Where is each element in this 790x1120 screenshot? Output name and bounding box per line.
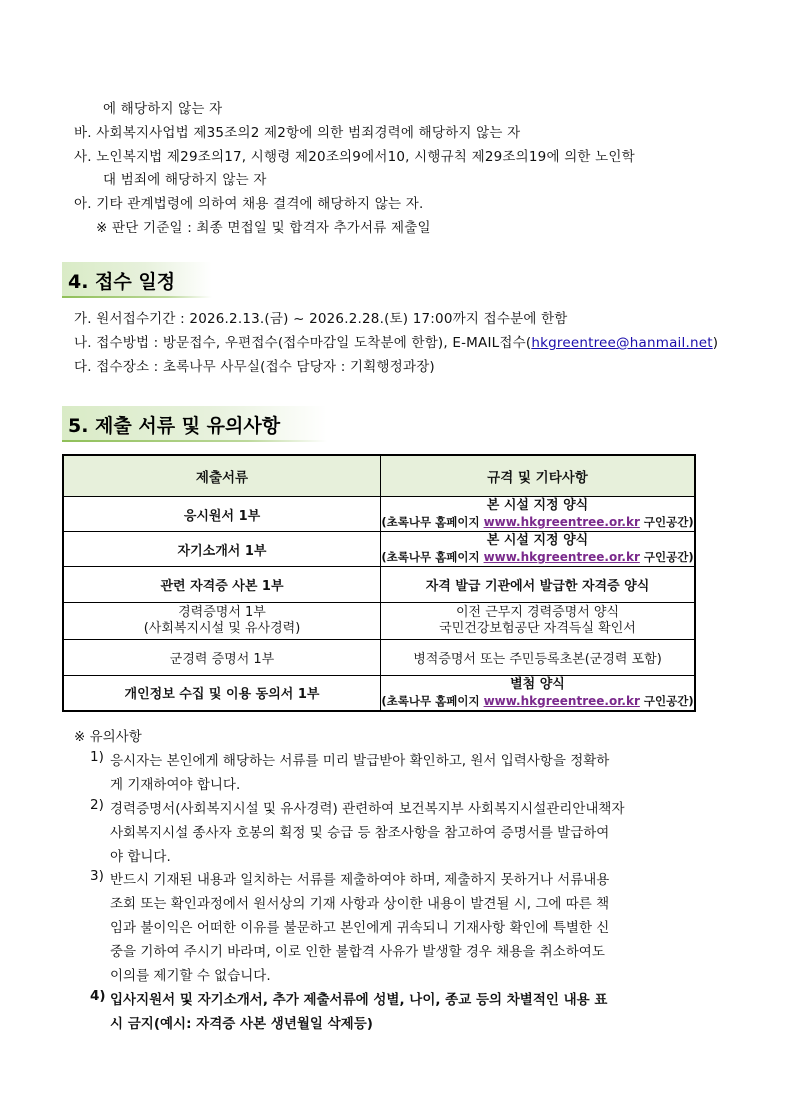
doc-cell: 군경력 증명서 1부 <box>63 640 381 676</box>
note-3-line3: 임과 불이익은 어떠한 이유를 불문하고 본인에게 귀속되니 기재사항 확인에 특별한 신 <box>110 920 610 936</box>
spec-cell <box>381 676 696 711</box>
email-link[interactable]: hkgreentree@hanmail.net <box>531 335 713 351</box>
method-close: ) <box>712 335 719 351</box>
documents-table <box>62 454 696 712</box>
note-2-line2: 사회복지시설 종사자 호봉의 획정 및 승급 등 참조사항을 참고하여 증명서를 발급하여 <box>110 825 610 841</box>
schedule-period: 가. 원서접수기간 : 2026.2.13.(금) ~ 2026.2.28.(토) 17:00까지 접수분에 한함 <box>74 311 568 327</box>
note-1-line2: 게 기재하여야 합니다. <box>110 777 241 793</box>
homepage-link[interactable]: www.hkgreentree.or.kr <box>483 515 640 529</box>
header-spec: 규격 및 기타사항 <box>381 455 696 497</box>
note-4-line1: 입사지원서 및 자기소개서, 추가 제출서류에 성별, 나이, 종교 등의 차별적인 내용 표 <box>110 992 608 1008</box>
header-documents: 제출서류 <box>63 455 381 497</box>
note-3-num: 3) <box>90 868 104 884</box>
note-1-num: 1) <box>90 749 104 765</box>
note-4-num: 4) <box>90 988 106 1004</box>
note-1-line1: 응시자는 본인에게 해당하는 서류를 미리 발급받아 확인하고, 원서 입력사항을 정확하 <box>110 753 610 769</box>
spec-cell: 병적증명서 또는 주민등록초본(군경력 포함) <box>381 640 696 676</box>
homepage-link[interactable]: www.hkgreentree.or.kr <box>483 550 640 564</box>
spec-main: 별첨 양식 <box>510 676 565 692</box>
spec-cell <box>381 497 696 532</box>
doc-cell: 응시원서 1부 <box>63 497 381 532</box>
doc-cell <box>63 603 381 640</box>
spec-line2: 국민건강보험공단 자격득실 확인서 <box>439 621 636 636</box>
spec-sub-post: 구인공간) <box>639 693 694 708</box>
spec-sub-post: 구인공간) <box>639 550 694 564</box>
item-sa-line1: 사. 노인복지법 제29조의17, 시행령 제20조의9에서10, 시행규칙 제29조의19에 의한 노인학 <box>74 149 635 165</box>
spec-sub-pre: (초록나무 홈페이지 <box>381 550 484 564</box>
notes-title: ※ 유의사항 <box>74 729 142 745</box>
spec-line1: 이전 근무지 경력증명서 양식 <box>455 605 620 620</box>
note-2-num: 2) <box>90 797 104 813</box>
table-row <box>63 567 695 603</box>
spec-sub-pre: (초록나무 홈페이지 <box>381 693 484 708</box>
criteria-note: ※ 판단 기준일 : 최종 면접일 및 합격자 추가서류 제출일 <box>96 220 431 236</box>
note-2-line3: 야 합니다. <box>110 849 171 865</box>
schedule-method <box>74 331 718 351</box>
section-4-title: 4. 접수 일정 <box>68 270 176 293</box>
schedule-place: 다. 접수장소 : 초록나무 사무실(접수 담당자 : 기획행정과장) <box>74 359 435 375</box>
doc-line2: (사회복지시설 및 유사경력) <box>143 621 301 636</box>
item-continuation: 에 해당하지 않는 자 <box>103 101 223 117</box>
section-5-heading <box>62 406 280 442</box>
spec-main: 본 시설 지정 양식 <box>486 498 589 513</box>
doc-cell: 자기소개서 1부 <box>63 532 381 567</box>
table-row <box>63 497 695 532</box>
note-3-line1: 반드시 기재된 내용과 일치하는 서류를 제출하여야 하며, 제출하지 못하거나 서류내용 <box>110 872 610 888</box>
spec-main: 본 시설 지정 양식 <box>486 533 589 548</box>
note-4-line2: 시 금지(예시: 자격증 사본 생년월일 삭제등) <box>110 1016 373 1032</box>
table-row <box>63 640 695 676</box>
doc-cell: 관련 자격증 사본 1부 <box>63 567 381 603</box>
spec-cell <box>381 532 696 567</box>
homepage-link[interactable]: www.hkgreentree.or.kr <box>483 693 640 708</box>
note-3-line2: 조회 또는 확인과정에서 원서상의 기재 사항과 상이한 내용이 발견될 시, 그에 따른 책 <box>110 896 610 912</box>
spec-sub-post: 구인공간) <box>639 515 694 529</box>
item-a: 아. 기타 관계법령에 의하여 채용 결격에 해당하지 않는 자. <box>74 196 424 212</box>
method-text: 나. 접수방법 : 방문접수, 우편접수(접수마감일 도착분에 한함), E-MAIL접수( <box>74 335 532 351</box>
spec-sub <box>381 549 694 565</box>
item-ba: 바. 사회복지사업법 제35조의2 제2항에 의한 범죄경력에 해당하지 않는 자 <box>74 125 521 141</box>
spec-sub <box>381 693 694 709</box>
note-2-line1: 경력증명서(사회복지시설 및 유사경력) 관련하여 보건복지부 사회복지시설관리안내책자 <box>110 801 625 817</box>
note-3-line4: 중을 기하여 주시기 바라며, 이로 인한 불합격 사유가 발생할 경우 채용을 취소하여도 <box>110 944 605 960</box>
doc-line1: 경력증명서 1부 <box>178 605 266 620</box>
table-header-row <box>63 455 695 497</box>
spec-sub <box>381 514 694 530</box>
spec-sub-pre: (초록나무 홈페이지 <box>381 515 484 529</box>
table-row <box>63 676 695 711</box>
section-5-title: 5. 제출 서류 및 유의사항 <box>68 414 281 437</box>
section-4-heading <box>62 262 175 298</box>
doc-cell: 개인정보 수집 및 이용 동의서 1부 <box>63 676 381 711</box>
table-row <box>63 532 695 567</box>
spec-cell: 자격 발급 기관에서 발급한 자격증 양식 <box>381 567 696 603</box>
spec-cell <box>381 603 696 640</box>
note-3-line5: 이의를 제기할 수 없습니다. <box>110 968 271 984</box>
table-row <box>63 603 695 640</box>
item-sa-line2: 대 범죄에 해당하지 않는 자 <box>103 172 267 188</box>
